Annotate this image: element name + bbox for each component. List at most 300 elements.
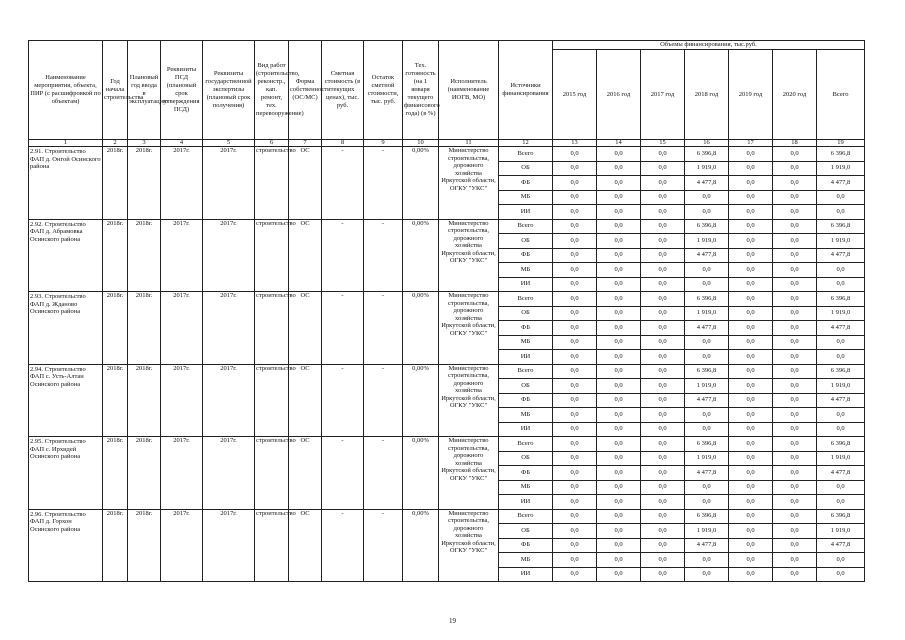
amount-cell: 0,0 [641, 553, 685, 568]
amount-cell: 0,0 [597, 205, 641, 220]
amount-cell: 0,0 [685, 277, 729, 292]
amount-cell: 0,0 [597, 480, 641, 495]
amount-cell: 0,0 [597, 524, 641, 539]
amount-cell: 1 919,0 [817, 379, 865, 394]
funding-source: ФБ [499, 466, 553, 481]
amount-cell: 0,0 [597, 321, 641, 336]
commission-year: 2018г. [128, 219, 161, 292]
year-header: 2016 год [597, 50, 641, 140]
projects-body [29, 147, 865, 582]
ownership-form: ОС [289, 219, 322, 292]
col-number: 13 [553, 140, 597, 147]
col-number: 2 [103, 140, 128, 147]
amount-cell: 0,0 [597, 306, 641, 321]
amount-cell: 6 396,8 [817, 364, 865, 379]
work-type: строительство [255, 292, 289, 365]
amount-cell: 6 396,8 [685, 292, 729, 307]
executor: Министерство строительства, дорожного хозяйства Иркутской области, ОГКУ "УКС" [439, 437, 499, 510]
commission-year: 2018г. [128, 292, 161, 365]
col-number: 8 [322, 140, 364, 147]
amount-cell: 0,0 [817, 480, 865, 495]
funding-source: ОБ [499, 161, 553, 176]
amount-cell: 0,0 [729, 466, 773, 481]
estimated-cost: - [322, 219, 364, 292]
commission-year: 2018г. [128, 437, 161, 510]
col-number: 19 [817, 140, 865, 147]
amount-cell: 6 396,8 [817, 509, 865, 524]
amount-cell: 0,0 [729, 219, 773, 234]
amount-cell: 0,0 [597, 393, 641, 408]
col-number: 4 [161, 140, 203, 147]
amount-cell: 1 919,0 [817, 451, 865, 466]
amount-cell: 0,0 [553, 234, 597, 249]
col-number: 14 [597, 140, 641, 147]
amount-cell: 0,0 [553, 379, 597, 394]
amount-cell: 0,0 [773, 205, 817, 220]
amount-cell: 0,0 [817, 408, 865, 423]
amount-cell: 0,0 [553, 480, 597, 495]
estimated-cost: - [322, 147, 364, 220]
col-number: 12 [499, 140, 553, 147]
amount-cell: 0,0 [773, 350, 817, 365]
amount-cell: 0,0 [685, 480, 729, 495]
amount-cell: 0,0 [773, 176, 817, 191]
amount-cell: 0,0 [729, 350, 773, 365]
header-cell: Источники финансирования [499, 41, 553, 140]
amount-cell: 0,0 [817, 205, 865, 220]
funding-source: ФБ [499, 176, 553, 191]
amount-cell: 0,0 [729, 335, 773, 350]
amount-cell: 0,0 [641, 161, 685, 176]
amount-cell: 4 477,8 [685, 248, 729, 263]
amount-cell: 0,0 [773, 495, 817, 510]
project-name: 2.93. Строительство ФАП д. Жданово Осинского района [29, 292, 103, 365]
header-cell: Сметная стоимость (в текущих ценах), тыс. руб. [322, 41, 364, 140]
amount-cell: 0,0 [729, 190, 773, 205]
amount-cell: 0,0 [773, 263, 817, 278]
amount-cell: 0,0 [641, 248, 685, 263]
amount-cell: 6 396,8 [685, 219, 729, 234]
expertise-date: 2017г. [203, 292, 255, 365]
tech-readiness: 0,00% [403, 437, 439, 510]
funding-source: МБ [499, 480, 553, 495]
amount-cell: 0,0 [729, 509, 773, 524]
funding-source: ИИ [499, 277, 553, 292]
amount-cell: 0,0 [773, 248, 817, 263]
expertise-date: 2017г. [203, 437, 255, 510]
start-year: 2018г. [103, 437, 128, 510]
amount-cell: 0,0 [773, 277, 817, 292]
tech-readiness: 0,00% [403, 292, 439, 365]
ownership-form: ОС [289, 292, 322, 365]
amount-cell: 0,0 [553, 161, 597, 176]
estimated-cost: - [322, 292, 364, 365]
project-name: 2.96. Строительство ФАП д. Горхон Осинского района [29, 509, 103, 582]
header-cell: Тех. готовность (на 1 января текущего финансового года) (в %) [403, 41, 439, 140]
psd-date: 2017г. [161, 364, 203, 437]
amount-cell: 0,0 [553, 306, 597, 321]
amount-cell: 0,0 [773, 567, 817, 582]
amount-cell: 1 919,0 [685, 161, 729, 176]
executor: Министерство строительства, дорожного хозяйства Иркутской области, ОГКУ "УКС" [439, 219, 499, 292]
amount-cell: 0,0 [597, 422, 641, 437]
remaining-cost: - [364, 509, 403, 582]
expertise-date: 2017г. [203, 219, 255, 292]
amount-cell: 0,0 [729, 553, 773, 568]
amount-cell: 0,0 [817, 335, 865, 350]
funding-source: ОБ [499, 451, 553, 466]
amount-cell: 0,0 [553, 364, 597, 379]
amount-cell: 0,0 [729, 480, 773, 495]
amount-cell: 0,0 [641, 147, 685, 162]
amount-cell: 0,0 [773, 335, 817, 350]
amount-cell: 0,0 [729, 176, 773, 191]
amount-cell: 0,0 [553, 437, 597, 452]
financing-table [28, 40, 865, 582]
amount-cell: 6 396,8 [817, 147, 865, 162]
amount-cell: 0,0 [817, 567, 865, 582]
amount-cell: 1 919,0 [685, 451, 729, 466]
amount-cell: 0,0 [597, 161, 641, 176]
amount-cell: 0,0 [773, 480, 817, 495]
amount-cell: 0,0 [641, 538, 685, 553]
col-number: 16 [685, 140, 729, 147]
amount-cell: 1 919,0 [685, 306, 729, 321]
amount-cell: 0,0 [773, 292, 817, 307]
amount-cell: 0,0 [553, 277, 597, 292]
amount-cell: 1 919,0 [817, 306, 865, 321]
amount-cell: 0,0 [773, 466, 817, 481]
amount-cell: 0,0 [817, 495, 865, 510]
col-number: 15 [641, 140, 685, 147]
amount-cell: 4 477,8 [685, 538, 729, 553]
amount-cell: 0,0 [641, 219, 685, 234]
amount-cell: 6 396,8 [685, 147, 729, 162]
amount-cell: 4 477,8 [817, 176, 865, 191]
amount-cell: 1 919,0 [817, 234, 865, 249]
amount-cell: 0,0 [553, 321, 597, 336]
funding-source: ФБ [499, 321, 553, 336]
remaining-cost: - [364, 437, 403, 510]
amount-cell: 0,0 [773, 451, 817, 466]
amount-cell: 0,0 [817, 277, 865, 292]
work-type: строительство [255, 364, 289, 437]
amount-cell: 0,0 [597, 509, 641, 524]
table-row [29, 219, 865, 234]
commission-year: 2018г. [128, 364, 161, 437]
amount-cell: 0,0 [597, 147, 641, 162]
amount-cell: 0,0 [685, 408, 729, 423]
amount-cell: 1 919,0 [817, 161, 865, 176]
funding-source: ИИ [499, 567, 553, 582]
amount-cell: 0,0 [729, 437, 773, 452]
amount-cell: 0,0 [729, 408, 773, 423]
amount-cell: 0,0 [773, 364, 817, 379]
ownership-form: ОС [289, 437, 322, 510]
amount-cell: 0,0 [729, 379, 773, 394]
amount-cell: 0,0 [553, 538, 597, 553]
table-row [29, 437, 865, 452]
amount-cell: 4 477,8 [685, 393, 729, 408]
funding-source: МБ [499, 190, 553, 205]
col-number: 7 [289, 140, 322, 147]
col-number: 10 [403, 140, 439, 147]
amount-cell: 0,0 [641, 190, 685, 205]
col-number: 1 [29, 140, 103, 147]
funding-source: ФБ [499, 393, 553, 408]
funding-source: ОБ [499, 234, 553, 249]
amount-cell: 0,0 [553, 524, 597, 539]
amount-cell: 0,0 [685, 205, 729, 220]
amount-cell: 0,0 [597, 567, 641, 582]
amount-cell: 0,0 [553, 219, 597, 234]
amount-cell: 0,0 [553, 466, 597, 481]
executor: Министерство строительства, дорожного хозяйства Иркутской области, ОГКУ "УКС" [439, 509, 499, 582]
amount-cell: 0,0 [597, 190, 641, 205]
amount-cell: 0,0 [773, 379, 817, 394]
amount-cell: 0,0 [685, 350, 729, 365]
amount-cell: 0,0 [641, 379, 685, 394]
amount-cell: 0,0 [641, 495, 685, 510]
amount-cell: 0,0 [597, 553, 641, 568]
amount-cell: 0,0 [597, 466, 641, 481]
amount-cell: 0,0 [641, 437, 685, 452]
financing-table-sheet [28, 40, 864, 582]
amount-cell: 4 477,8 [685, 176, 729, 191]
amount-cell: 0,0 [641, 205, 685, 220]
amount-cell: 1 919,0 [685, 524, 729, 539]
remaining-cost: - [364, 147, 403, 220]
header-cell: Год начала строительства [103, 41, 128, 140]
tech-readiness: 0,00% [403, 219, 439, 292]
funding-source: Всего [499, 292, 553, 307]
amount-cell: 0,0 [597, 277, 641, 292]
col-number: 3 [128, 140, 161, 147]
start-year: 2018г. [103, 147, 128, 220]
amount-cell: 0,0 [641, 263, 685, 278]
funding-source: ИИ [499, 350, 553, 365]
amount-cell: 0,0 [773, 524, 817, 539]
amount-cell: 1 919,0 [685, 379, 729, 394]
amount-cell: 0,0 [729, 538, 773, 553]
amount-cell: 0,0 [597, 350, 641, 365]
start-year: 2018г. [103, 509, 128, 582]
remaining-cost: - [364, 364, 403, 437]
header-cell: Реквизиты ПСД (плановый срок утверждения ПСД) [161, 41, 203, 140]
funding-source: Всего [499, 509, 553, 524]
amount-cell: 0,0 [729, 422, 773, 437]
amount-cell: 0,0 [641, 524, 685, 539]
amount-cell: 0,0 [773, 538, 817, 553]
amount-cell: 0,0 [597, 437, 641, 452]
amount-cell: 0,0 [641, 292, 685, 307]
header-cell: Остаток сметной стоимости, тыс. руб. [364, 41, 403, 140]
amount-cell: 4 477,8 [817, 538, 865, 553]
col-number: 18 [773, 140, 817, 147]
funding-source: МБ [499, 408, 553, 423]
amount-cell: 0,0 [641, 393, 685, 408]
amount-cell: 0,0 [773, 161, 817, 176]
amount-cell: 0,0 [729, 205, 773, 220]
page-number: 19 [449, 617, 456, 625]
table-row [29, 509, 865, 524]
amount-cell: 0,0 [641, 277, 685, 292]
amount-cell: 0,0 [817, 553, 865, 568]
psd-date: 2017г. [161, 219, 203, 292]
amount-cell: 0,0 [597, 408, 641, 423]
amount-cell: 0,0 [553, 567, 597, 582]
executor: Министерство строительства, дорожного хозяйства Иркутской области, ОГКУ "УКС" [439, 364, 499, 437]
col-number: 5 [203, 140, 255, 147]
funding-source: ОБ [499, 524, 553, 539]
work-type: строительство [255, 509, 289, 582]
amount-cell: 0,0 [773, 219, 817, 234]
year-header: Всего [817, 50, 865, 140]
amount-cell: 0,0 [553, 408, 597, 423]
funding-source: МБ [499, 263, 553, 278]
psd-date: 2017г. [161, 147, 203, 220]
funding-source: ИИ [499, 422, 553, 437]
expertise-date: 2017г. [203, 147, 255, 220]
amount-cell: 0,0 [729, 524, 773, 539]
amount-cell: 0,0 [773, 437, 817, 452]
amount-cell: 0,0 [773, 190, 817, 205]
amount-cell: 0,0 [597, 176, 641, 191]
amount-cell: 0,0 [817, 263, 865, 278]
amount-cell: 4 477,8 [685, 466, 729, 481]
funding-source: МБ [499, 335, 553, 350]
amount-cell: 0,0 [641, 451, 685, 466]
remaining-cost: - [364, 292, 403, 365]
amount-cell: 0,0 [729, 277, 773, 292]
year-header: 2018 год [685, 50, 729, 140]
amount-cell: 4 477,8 [817, 466, 865, 481]
amount-cell: 0,0 [729, 306, 773, 321]
amount-cell: 6 396,8 [685, 509, 729, 524]
amount-cell: 0,0 [553, 422, 597, 437]
header-cell: Наименование мероприятия, объекта, ПИР (с расшифровкой по объектам) [29, 41, 103, 140]
amount-cell: 0,0 [685, 190, 729, 205]
amount-cell: 0,0 [597, 292, 641, 307]
amount-cell: 0,0 [773, 553, 817, 568]
column-number-row [29, 140, 865, 147]
amount-cell: 0,0 [553, 509, 597, 524]
amount-cell: 0,0 [729, 393, 773, 408]
amount-cell: 0,0 [641, 335, 685, 350]
amount-cell: 0,0 [685, 335, 729, 350]
funding-source: ФБ [499, 538, 553, 553]
header-cell: Форма собственности (ОС/МС) [289, 41, 322, 140]
amount-cell: 0,0 [773, 234, 817, 249]
amount-cell: 0,0 [641, 364, 685, 379]
amount-cell: 0,0 [553, 393, 597, 408]
col-number: 9 [364, 140, 403, 147]
amount-cell: 0,0 [641, 480, 685, 495]
amount-cell: 0,0 [553, 176, 597, 191]
amount-cell: 1 919,0 [817, 524, 865, 539]
amount-cell: 0,0 [553, 451, 597, 466]
project-name: 2.95. Строительство ФАП с. Ирхидей Осинского района [29, 437, 103, 510]
table-row [29, 292, 865, 307]
amount-cell: 0,0 [817, 350, 865, 365]
commission-year: 2018г. [128, 509, 161, 582]
amount-cell: 0,0 [597, 495, 641, 510]
ownership-form: ОС [289, 364, 322, 437]
amount-cell: 0,0 [773, 147, 817, 162]
amount-cell: 6 396,8 [817, 437, 865, 452]
amount-cell: 0,0 [641, 321, 685, 336]
amount-cell: 0,0 [597, 364, 641, 379]
amount-cell: 0,0 [597, 379, 641, 394]
amount-cell: 0,0 [641, 350, 685, 365]
amount-cell: 0,0 [553, 350, 597, 365]
ownership-form: ОС [289, 509, 322, 582]
amount-cell: 6 396,8 [817, 292, 865, 307]
header-cell: Плановый год ввода в эксплуатацию [128, 41, 161, 140]
col-number: 17 [729, 140, 773, 147]
funding-source: Всего [499, 147, 553, 162]
year-header: 2017 год [641, 50, 685, 140]
start-year: 2018г. [103, 292, 128, 365]
start-year: 2018г. [103, 219, 128, 292]
amount-cell: 0,0 [685, 495, 729, 510]
amount-cell: 0,0 [685, 263, 729, 278]
amount-cell: 0,0 [729, 161, 773, 176]
project-name: 2.94. Строительство ФАП с. Усть-Алтан Осинского района [29, 364, 103, 437]
psd-date: 2017г. [161, 509, 203, 582]
header-cell: Реквизиты государственной экспертизы (плановый срок получения) [203, 41, 255, 140]
financing-group-header: Объемы финансирования, тыс.руб. [553, 41, 865, 50]
work-type: строительство [255, 147, 289, 220]
amount-cell: 0,0 [817, 422, 865, 437]
tech-readiness: 0,00% [403, 364, 439, 437]
funding-source: ИИ [499, 495, 553, 510]
amount-cell: 4 477,8 [817, 248, 865, 263]
psd-date: 2017г. [161, 437, 203, 510]
executor: Министерство строительства, дорожного хозяйства Иркутской области, ОГКУ "УКС" [439, 147, 499, 220]
amount-cell: 0,0 [641, 234, 685, 249]
estimated-cost: - [322, 364, 364, 437]
amount-cell: 0,0 [773, 509, 817, 524]
estimated-cost: - [322, 509, 364, 582]
remaining-cost: - [364, 219, 403, 292]
amount-cell: 0,0 [641, 408, 685, 423]
year-header: 2019 год [729, 50, 773, 140]
amount-cell: 0,0 [597, 219, 641, 234]
psd-date: 2017г. [161, 292, 203, 365]
estimated-cost: - [322, 437, 364, 510]
amount-cell: 4 477,8 [685, 321, 729, 336]
amount-cell: 0,0 [729, 292, 773, 307]
amount-cell: 6 396,8 [685, 364, 729, 379]
amount-cell: 0,0 [597, 335, 641, 350]
amount-cell: 0,0 [553, 553, 597, 568]
amount-cell: 0,0 [597, 451, 641, 466]
expertise-date: 2017г. [203, 509, 255, 582]
amount-cell: 0,0 [553, 190, 597, 205]
amount-cell: 0,0 [773, 393, 817, 408]
amount-cell: 0,0 [597, 234, 641, 249]
executor: Министерство строительства, дорожного хозяйства Иркутской области, ОГКУ "УКС" [439, 292, 499, 365]
amount-cell: 0,0 [685, 567, 729, 582]
amount-cell: 0,0 [553, 248, 597, 263]
amount-cell: 0,0 [773, 306, 817, 321]
year-header: 2015 год [553, 50, 597, 140]
amount-cell: 4 477,8 [817, 321, 865, 336]
table-row [29, 147, 865, 162]
project-name: 2.92. Строительство ФАП д. Абрамовка Осинского района [29, 219, 103, 292]
amount-cell: 0,0 [597, 263, 641, 278]
